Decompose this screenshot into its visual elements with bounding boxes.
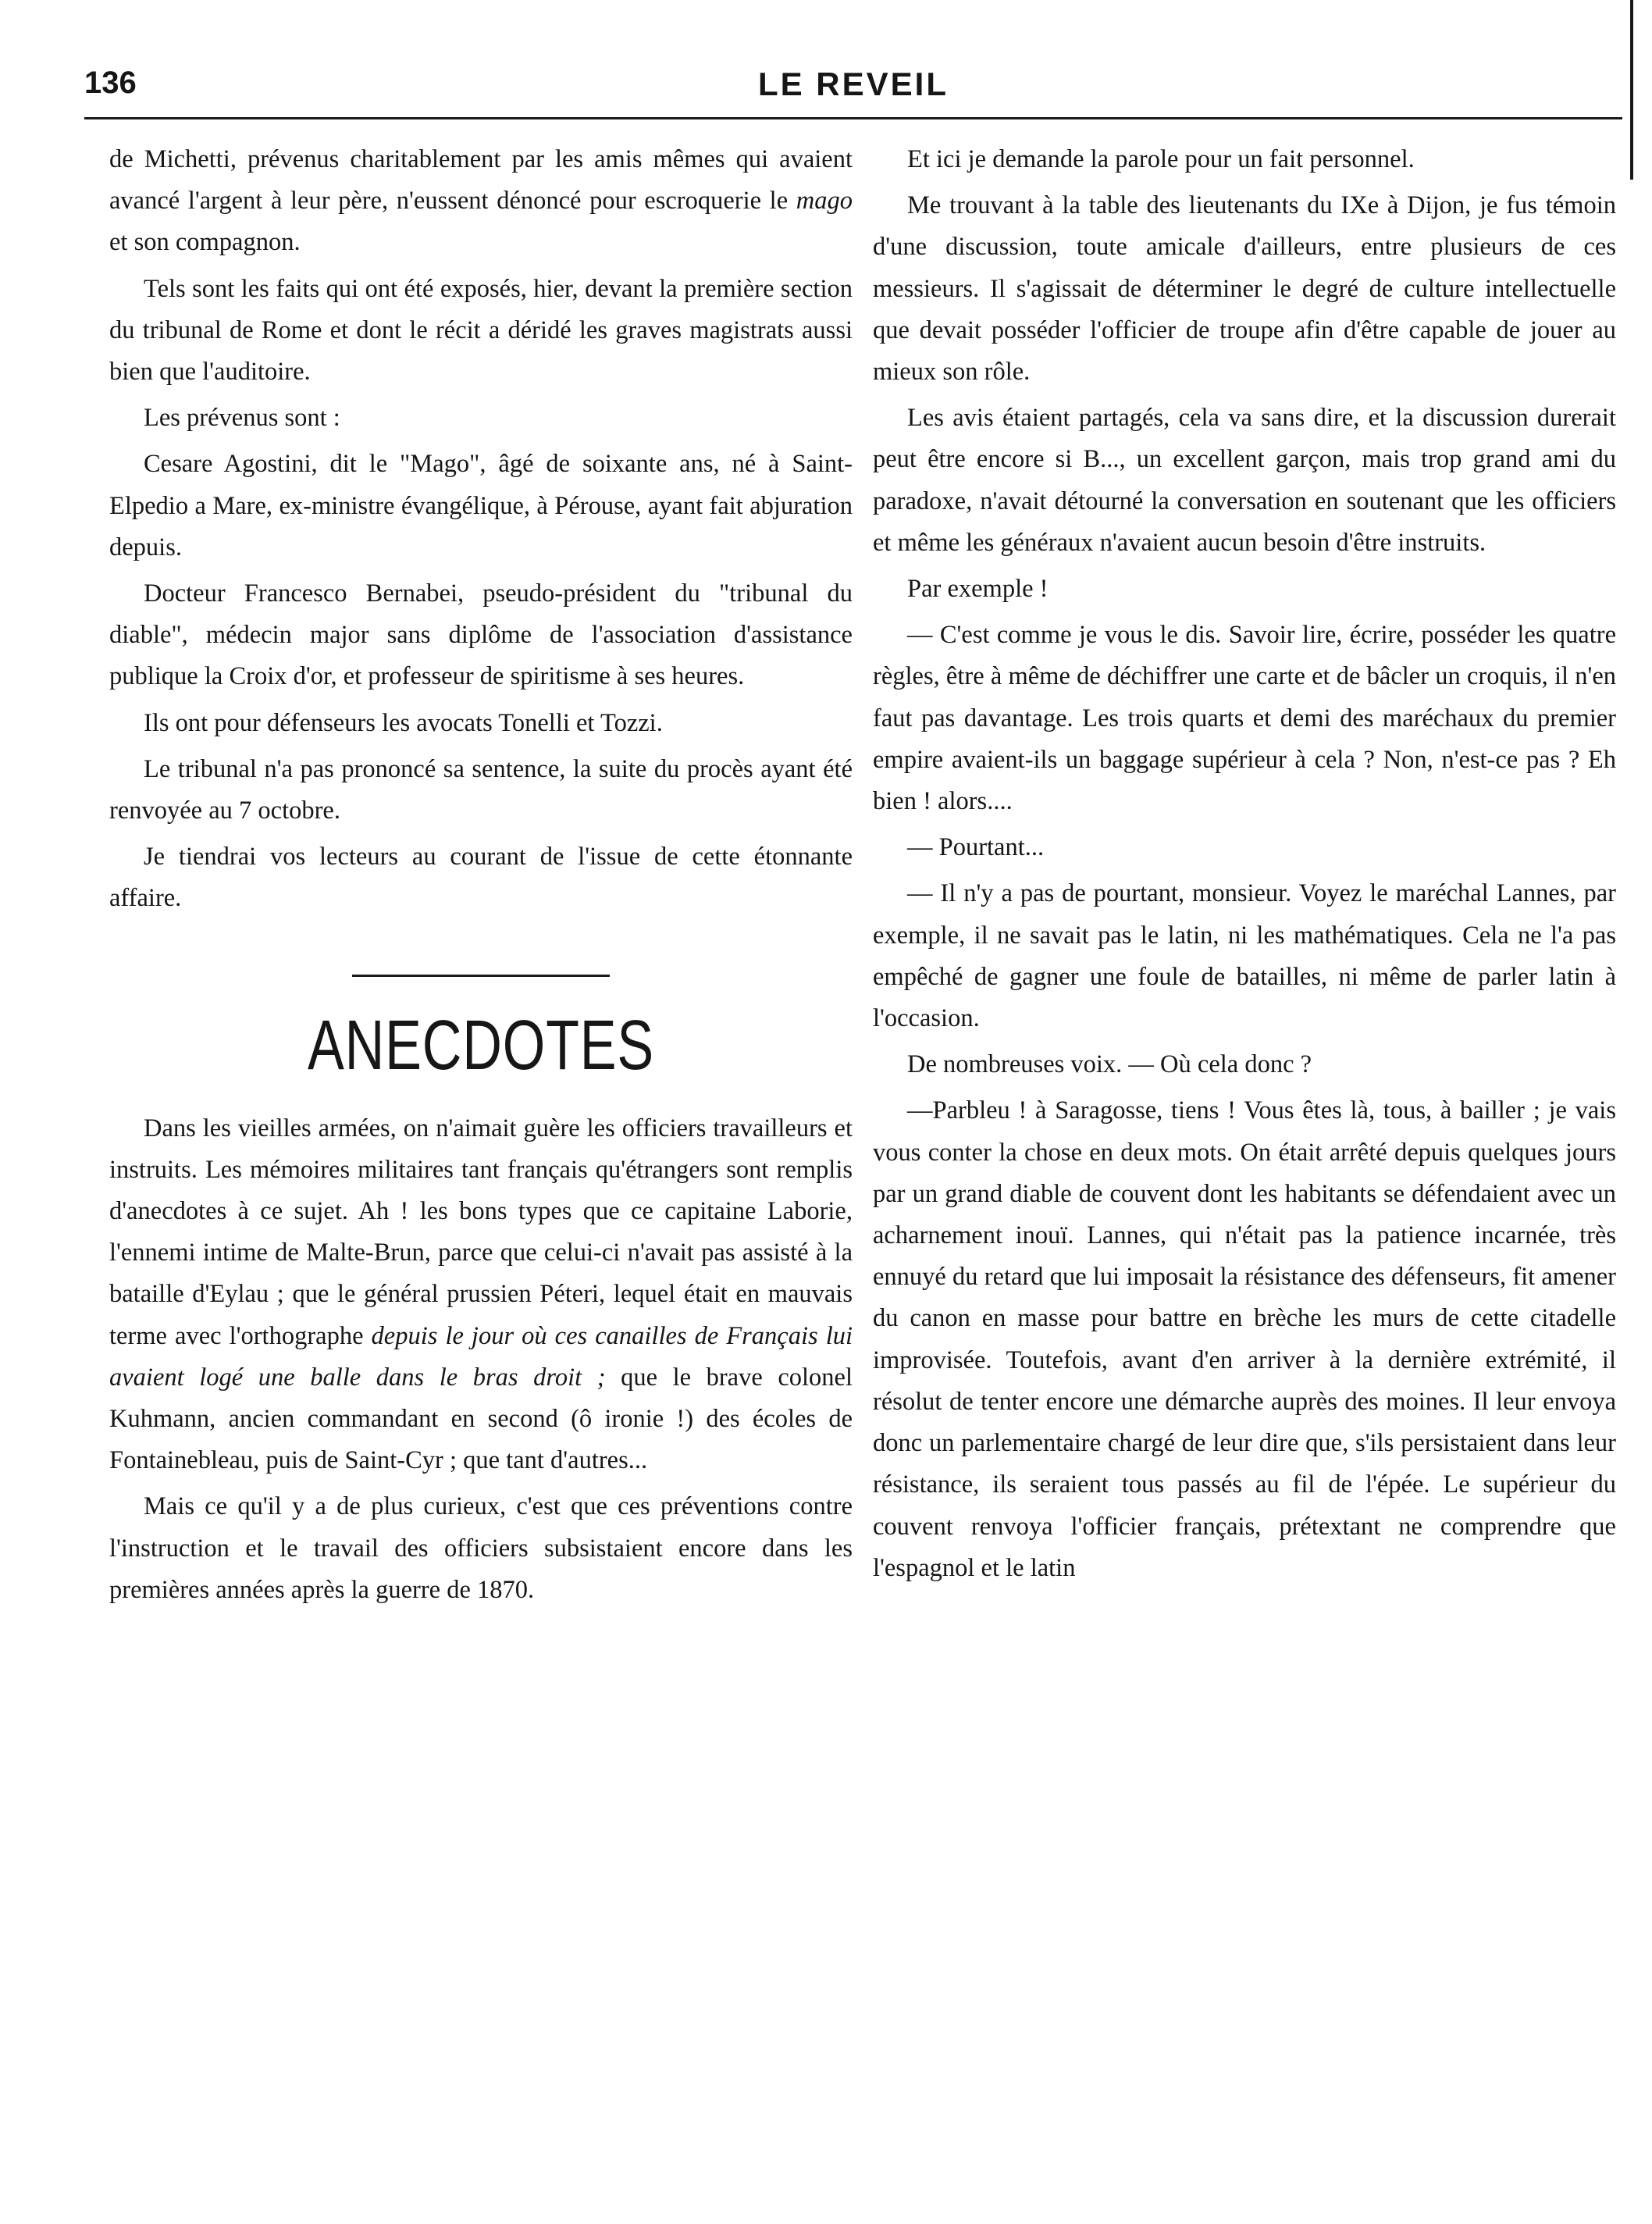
left-p9-italic: depuis le jour où ces canailles de Français lui avaient logé une balle dans le bras droit ; xyxy=(109,1321,853,1392)
right-paragraph-5: — C'est comme je vous le dis. Savoir lire, écrire, posséder les quatre règles, être à même de déchiffrer une carte et de bâcler un croquis, il n'en faut pas davantage. Les trois quarts et demi des maréchaux du premier empire avaient-ils un baggage supérieur à cela ? Non, n'est-ce pas ? Eh bien ! alors.... xyxy=(873,621,1616,816)
page-header xyxy=(84,59,1622,114)
left-column xyxy=(109,139,853,1611)
left-p9-suffix: que le brave colonel Kuhmann, ancien commandant en second (ô ironie !) des écoles de Fontainebleau, puis de Saint-Cyr ; que tant d'autres... xyxy=(109,1363,853,1475)
section-title: ANECDOTES xyxy=(308,1006,654,1085)
right-paragraph-4: Par exemple ! xyxy=(907,575,1049,604)
left-p9-text: Dans les vieilles armées, on n'aimait guère les officiers travailleurs et instruits. Les mémoires militaires tant français qu'étrangers sont remplis d'anecdotes à ce sujet. Ah ! les bons types que ce capitaine Laborie, l'ennemi intime de Malte-Brun, parce que celui-ci n'avait pas assisté à la bataille d'Eylau ; que le général prussien Péteri, lequel était en mauvais terme avec l'orthographe xyxy=(109,1114,853,1350)
right-paragraph-6: — Pourtant... xyxy=(907,833,1045,862)
left-p1-suffix: et son compagnon. xyxy=(109,228,301,257)
header-rule xyxy=(84,117,1622,119)
left-paragraph-2: Tels sont les faits qui ont été exposés, hier, devant la première section du tribunal de Rome et dont le récit a déridé les graves magistrats aussi bien que l'auditoire. xyxy=(109,274,853,387)
left-paragraph-5: Docteur Francesco Bernabei, pseudo-président du "tribunal du diable", médecin major sans diplôme de l'association d'assistance publique la Croix d'or, et professeur de spiritisme à ses heures. xyxy=(109,579,853,691)
right-paragraph-9: —Parbleu ! à Saragosse, tiens ! Vous êtes là, tous, à bailler ; je vais vous conter la chose en deux mots. On était arrêté depuis quelques jours par un grand diable de couvent dont les habitants se défendaient avec un acharnement inouï. Lannes, qui n'était pas la patience incarnée, très ennuyé du retard que lui imposait la résistance des défenseurs, fit amener du canon en masse pour battre en brèche les murs de cette citadelle improvisée. Toutefois, avant d'en arriver à la dernière extrémité, il résolut de tenter encore une démarche auprès des moines. Il leur envoya donc un parlementaire chargé de leur dire que, s'ils persistaient dans leur résistance, ils seraient tous passés au fil de l'épée. Le supérieur du couvent renvoya l'officier français, prétextant ne comprendre que l'espagnol et le latin xyxy=(873,1096,1616,1582)
left-paragraph-4: Cesare Agostini, dit le "Mago", âgé de soixante ans, né à Saint-Elpedio a Mare, ex-ministre évangélique, à Pérouse, ayant fait abjuration depuis. xyxy=(109,450,853,561)
right-paragraph-3: Les avis étaient partagés, cela va sans dire, et la discussion durerait peut être encore si B..., un excellent garçon, mais trop grand ami du paradoxe, n'avait détourné la conversation en soutenant que les officiers et même les généraux n'avaient aucun besoin d'être instruits. xyxy=(873,404,1616,557)
right-paragraph-1: Et ici je demande la parole pour un fait personnel. xyxy=(907,145,1415,173)
left-paragraph-6: Ils ont pour défenseurs les avocats Tonelli et Tozzi. xyxy=(144,708,663,737)
journal-title: LE REVEIL xyxy=(757,66,949,102)
left-paragraph-7: Le tribunal n'a pas prononcé sa sentence, la suite du procès ayant été renvoyée au 7 octobre. xyxy=(109,754,853,825)
right-paragraph-7: — Il n'y a pas de pourtant, monsieur. Voyez le maréchal Lannes, par exemple, il ne savait pas le latin, ni les mathématiques. Cela ne l'a pas empêché de gagner une foule de batailles, ni même de parler latin à l'occasion. xyxy=(873,879,1616,1033)
right-paragraph-2: Me trouvant à la table des lieutenants du IXe à Dijon, je fus témoin d'une discussion, toute amicale d'ailleurs, entre plusieurs de ces messieurs. Il s'agissait de déterminer le degré de culture intellectuelle que devait posséder l'officier de troupe afin d'être capable de jouer au mieux son rôle. xyxy=(873,191,1616,387)
section-divider xyxy=(352,975,610,977)
left-paragraph-8: Je tiendrai vos lecteurs au courant de l'issue de cette étonnante affaire. xyxy=(109,843,853,913)
left-p1-italic: mago xyxy=(796,187,853,216)
left-paragraph-10: Mais ce qu'il y a de plus curieux, c'est que ces préventions contre l'instruction et le travail des officiers subsistaient encore dans les premières années après la guerre de 1870. xyxy=(109,1492,853,1604)
page-edge-rule xyxy=(1630,0,1633,180)
left-p1-text: de Michetti, prévenus charitablement par les amis mêmes qui avaient avancé l'argent à leur père, n'eussent dénoncé pour escroquerie le xyxy=(109,145,853,216)
left-paragraph-9 xyxy=(109,1108,853,1482)
right-column xyxy=(873,139,1616,1589)
left-paragraph-3: Les prévenus sont : xyxy=(144,404,340,433)
right-paragraph-8: De nombreuses voix. — Où cela donc ? xyxy=(907,1050,1312,1079)
left-paragraph-1 xyxy=(109,139,853,264)
page-number: 136 xyxy=(84,66,137,100)
